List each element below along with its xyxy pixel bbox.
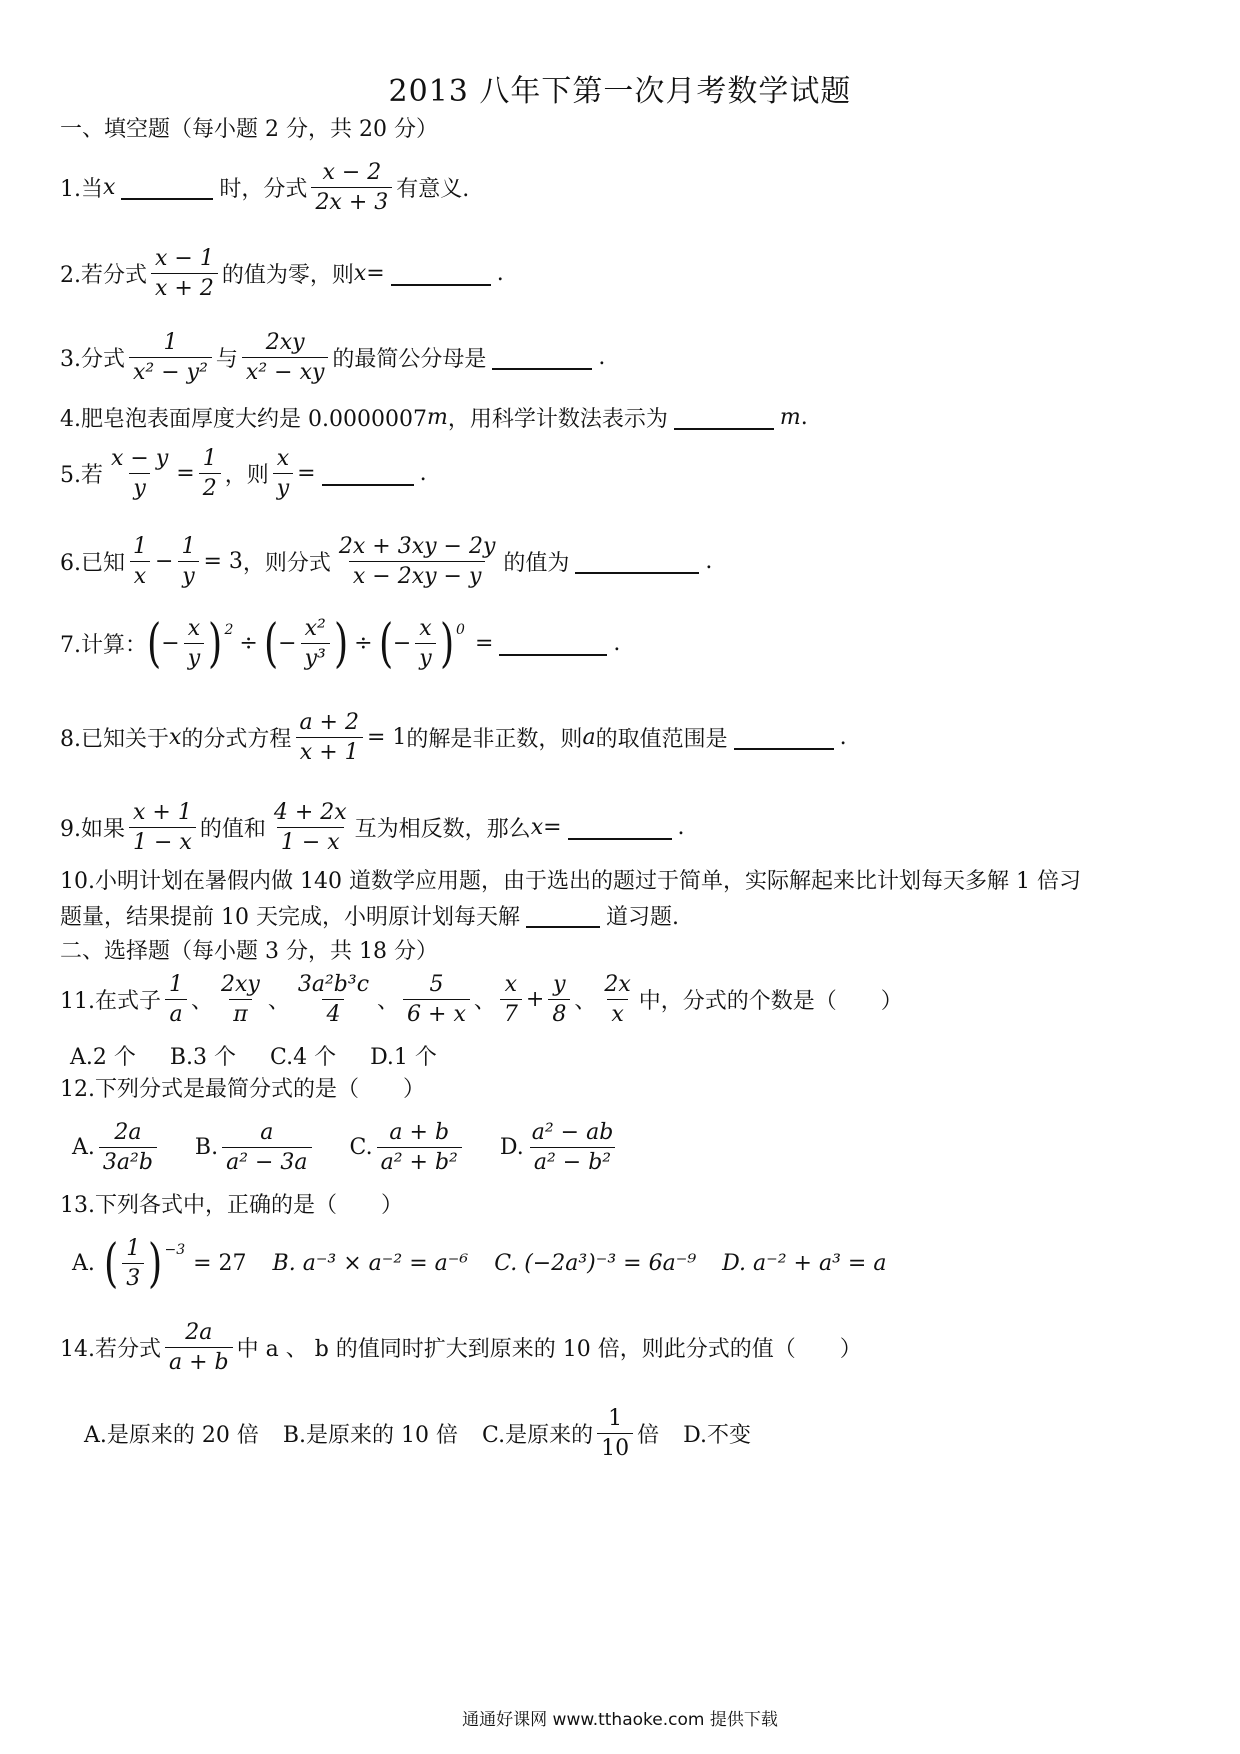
question-6: 6.已知 $\frac{1}{x}$ − $\frac{1}{y}$ = 3 ，则分式 $\frac{2x + 3xy - 2y}{x - 2xy - y}$ 的值为 . (60, 534, 713, 590)
question-8: 8.已知关于 x 的分式方程 $\frac{a + 2}{x + 1}$ = 1 的解是非正数，则 a 的取值范围是 . (60, 710, 847, 766)
question-12-options (72, 1120, 1180, 1176)
option-a[interactable]: A. $\frac{2a}{\text{3a²b}}$ (72, 1120, 161, 1176)
fraction: $\frac{x + 1}{1 - x}$ (129, 800, 196, 856)
fraction: $\frac{1}{2}$ (199, 446, 221, 502)
option-b[interactable]: B. $\frac{a}{\text{a² − 3a}}$ (195, 1120, 316, 1176)
answer-blank[interactable] (526, 904, 600, 928)
option-d[interactable]: D. a⁻² + a³ = a (722, 1251, 887, 1277)
question-5: 5.若 $\frac{x - y}{y}$ = $\frac{1}{2}$ ，则 $\frac{x}{y}$ = . (60, 446, 427, 502)
answer-blank[interactable] (568, 816, 672, 840)
fraction: $\frac{1}{y}$ (177, 534, 199, 590)
question-9: 9.如果 $\frac{x + 1}{1 - x}$ 的值和 $\frac{4 + 2x}{1 - x}$ 互为相反数，那么 x = . (60, 800, 685, 856)
option-b[interactable]: B. a⁻³ × a⁻² = a⁻⁶ (272, 1251, 469, 1277)
answer-blank[interactable] (674, 406, 774, 430)
option-c[interactable]: C. (−2a³)⁻³ = 6a⁻⁹ (494, 1251, 697, 1277)
option-d[interactable]: D.1 个 (370, 1045, 437, 1070)
question-11: 11.在式子 $\frac{1}{a}$ 、 $\frac{2xy}{\pi}$ 、 $\frac{\text{3a²b³c}}{4}$ 、 $\frac{5}{6 + x}$ 、 $\frac{x}{7}$ + $\frac{y}{8}$ 、 $\frac{2x}{x}$ 中，分式的个数是（ ） (60, 972, 903, 1028)
answer-blank[interactable] (391, 262, 491, 286)
fraction: $\frac{x}{y}$ (184, 616, 204, 672)
question-12: 12.下列分式是最简分式的是（ ） (60, 1077, 425, 1102)
option-c[interactable]: C.4 个 (270, 1045, 337, 1070)
answer-blank[interactable] (499, 632, 607, 656)
question-10: 10.小明计划在暑假内做 140 道数学应用题，由于选出的题过于简单，实际解起来比计划每天多解 1 倍习 题量，结果提前 10 天完成，小明原计划每天解 道习题. (60, 869, 1081, 930)
fraction: $\frac{2x + 3xy - 2y}{x - 2xy - y}$ (338, 534, 496, 590)
option-d[interactable]: D.不变 (683, 1423, 751, 1449)
fraction: $\frac{1}{10}$ (597, 1406, 633, 1462)
fraction: $\frac{x}{y}$ (415, 616, 435, 672)
question-4: 4.肥皂泡表面厚度大约是 0.0000007 m ，用科学计数法表示为 m . (60, 405, 808, 432)
fraction: $\frac{x}{7}$ (500, 972, 522, 1028)
option-a[interactable]: A.是原来的 20 倍 (84, 1423, 259, 1449)
fraction: $\frac{x - 1}{x + 2}$ (151, 246, 218, 302)
fraction: $\frac{y}{8}$ (548, 972, 570, 1028)
fraction: $\frac{x}{y}$ (273, 446, 293, 502)
option-a[interactable]: A. ( $\frac{1}{3}$ ) −3 = 27 (72, 1233, 247, 1294)
footer-source: 通通好课网 www.tthaoke.com 提供下载 (462, 1710, 778, 1730)
fraction: $\frac{2a}{a + b}$ (165, 1320, 233, 1376)
question-13-options (72, 1233, 1180, 1294)
section-heading-multiple-choice: 二、选择题（每小题 3 分，共 18 分） (60, 939, 438, 964)
question-3: 3.分式 $\frac{1}{\text{x² − y²}}$ 与 $\frac{2xy}{\text{x² − xy}}$ 的最简公分母是 . (60, 330, 606, 386)
option-d[interactable]: D. $\frac{\text{a² − ab}}{\text{a² − b²}}$ (500, 1120, 621, 1176)
fraction: $\frac{1}{x}$ (129, 534, 151, 590)
fraction: $\frac{4 + 2x}{1 - x}$ (273, 800, 347, 856)
question-11-options (70, 1040, 1180, 1071)
answer-blank[interactable] (322, 462, 414, 486)
fraction: $\frac{2xy}{\pi}$ (221, 972, 260, 1028)
fraction: $\frac{x - 2}{2x + 3}$ (311, 160, 392, 216)
fraction: $\frac{2x}{x}$ (604, 972, 631, 1028)
fraction: $\frac{x - y}{y}$ (111, 446, 169, 502)
question-1: 1.当 x 时，分式 $\frac{x - 2}{2x + 3}$ 有意义. (60, 160, 470, 216)
question-13: 13.下列各式中，正确的是（ ） (60, 1193, 403, 1218)
fraction: $\frac{5}{6 + x}$ (403, 972, 470, 1028)
option-c[interactable]: C. $\frac{a + b}{\text{a² + b²}}$ (350, 1120, 466, 1176)
fraction: $\frac{2a}{\text{3a²b}}$ (99, 1120, 157, 1176)
answer-blank[interactable] (575, 550, 699, 574)
fraction: $\frac{1}{3}$ (122, 1236, 144, 1292)
page-title: 2013 八年下第一次月考数学试题 (388, 74, 852, 109)
option-c[interactable]: C.是原来的 $\frac{1}{10}$ 倍 (482, 1406, 660, 1462)
question-14-options (84, 1406, 1180, 1462)
answer-blank[interactable] (734, 726, 834, 750)
fraction: $\frac{1}{\text{x² − y²}}$ (129, 330, 212, 386)
section-heading-fill-in: 一、填空题（每小题 2 分，共 20 分） (60, 117, 438, 142)
fraction: $\frac{\text{3a²b³c}}{4}$ (297, 972, 370, 1028)
option-b[interactable]: B.是原来的 10 倍 (282, 1423, 459, 1449)
fraction: $\frac{a + b}{\text{a² + b²}}$ (377, 1120, 462, 1176)
answer-blank[interactable] (121, 176, 213, 200)
fraction: $\frac{1}{a}$ (165, 972, 187, 1028)
option-a[interactable]: A.2 个 (70, 1045, 136, 1070)
question-7: 7.计算： ( − $\frac{x}{y}$ ) 2 ÷ ( − $\frac{\text{x²}}{\text{y³}}$ ) ÷ ( − $\frac{x}{y}$ ) 0 = . (60, 613, 621, 674)
fraction: $\frac{\text{a² − ab}}{\text{a² − b²}}$ (531, 1120, 614, 1176)
fraction: $\frac{\text{x²}}{\text{y³}}$ (301, 616, 330, 672)
question-14: 14.若分式 $\frac{2a}{a + b}$ 中 a 、 b 的值同时扩大到原来的 10 倍，则此分式的值（ ） (60, 1320, 862, 1376)
option-b[interactable]: B.3 个 (169, 1045, 237, 1070)
fraction: $\frac{a + 2}{x + 1}$ (295, 710, 363, 766)
answer-blank[interactable] (492, 346, 592, 370)
question-2: 2.若分式 $\frac{x - 1}{x + 2}$ 的值为零，则 x = . (60, 246, 504, 302)
fraction: $\frac{2xy}{\text{x² − xy}}$ (242, 330, 328, 386)
fraction: $\frac{a}{\text{a² − 3a}}$ (222, 1120, 311, 1176)
